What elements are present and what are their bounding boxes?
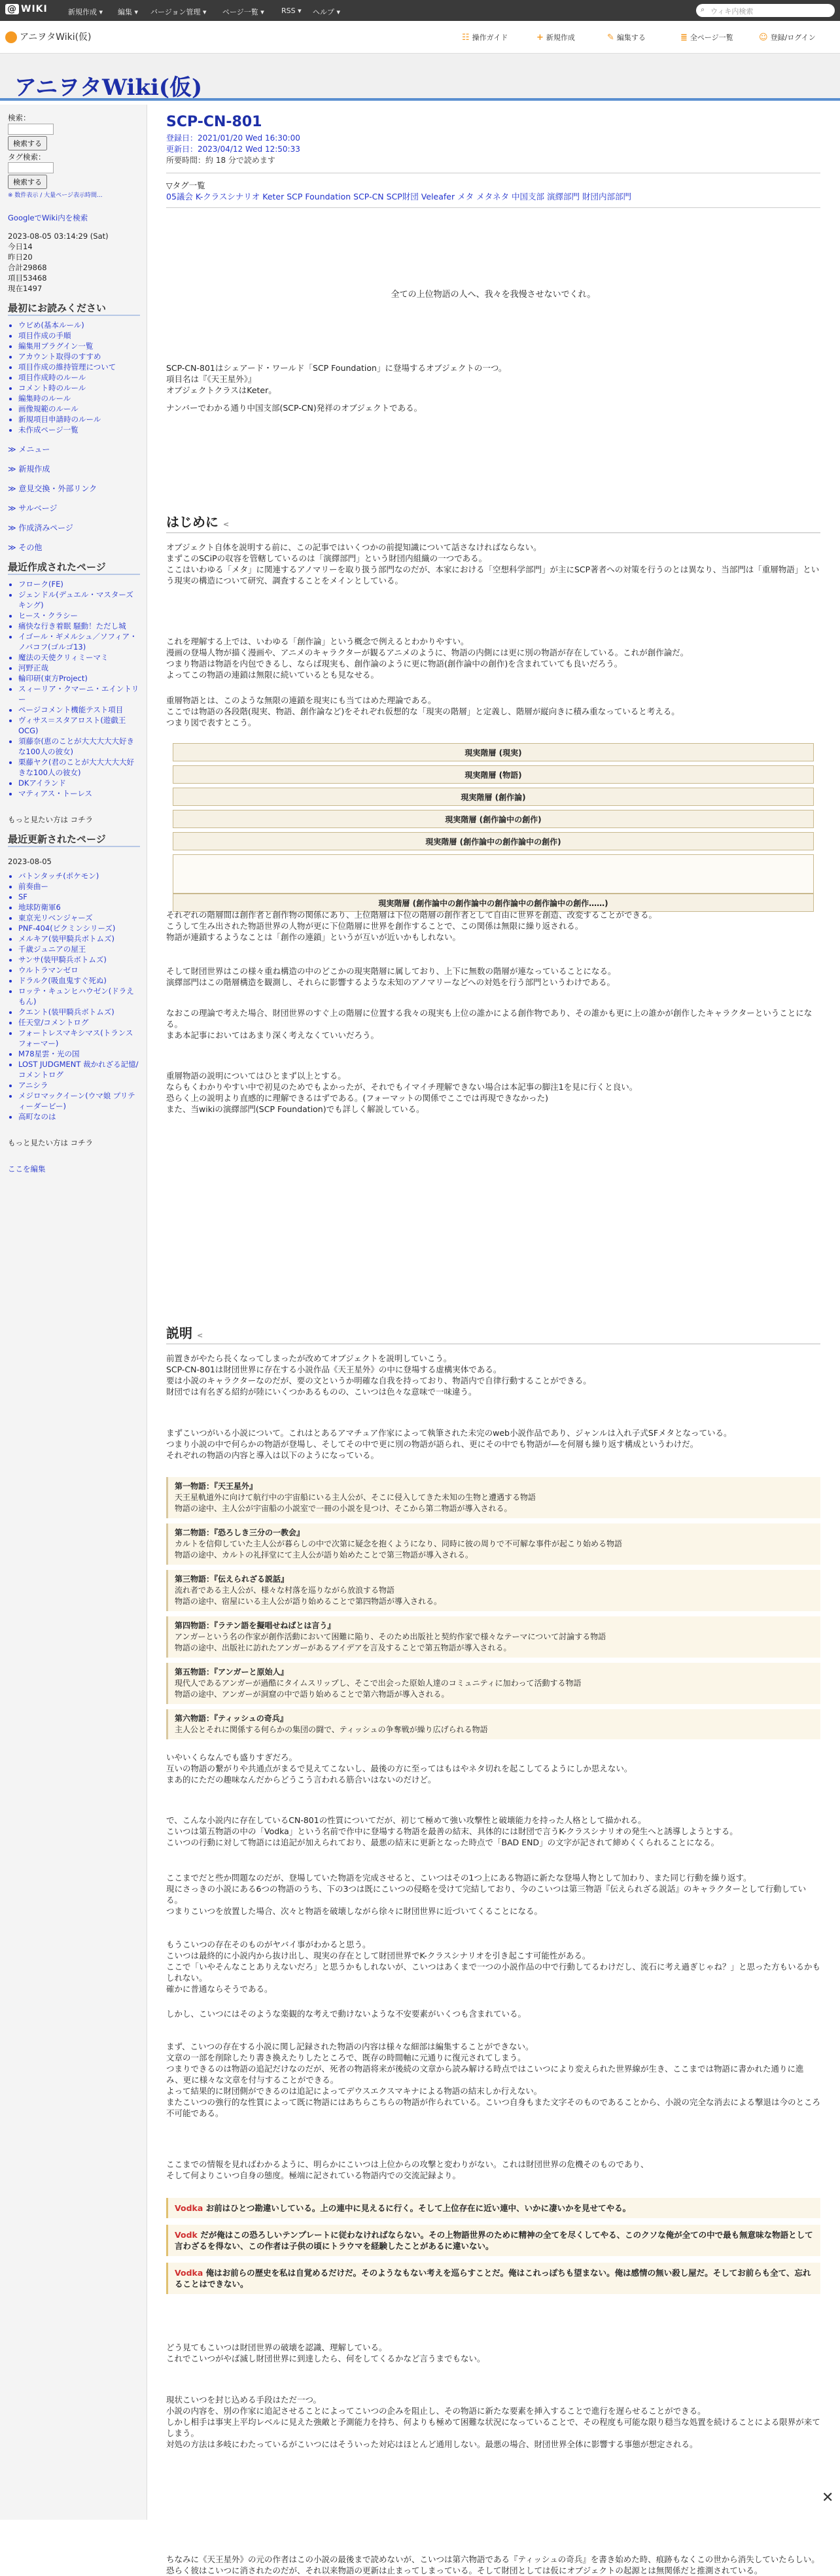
layer-box: 現実階層 (創作論中の創作論中の創作) [173,832,814,850]
edit-button[interactable]: ✎ 編集する [607,33,646,43]
text-line: いやいくらなんでも盛りすぎだろ。 [166,1752,298,1762]
intro-p5 [166,966,820,988]
search-label: 検索： [8,113,31,122]
quote-text: だが俺はこの恐ろしいテンプレートに従わなければならない。その上物語世界のために精神の全てを尽くしてやる、このクソな俺が全ての中で最も無意味な物語として言わざるを得ない、この作者は子供の頃にトラウマを経験したことがあるに違いない。 [175,2230,813,2251]
recent-updated-link[interactable]: • 前奏曲ー [18,881,140,892]
counter-now: 現在1497 [8,284,43,293]
search-icon: ⌕ [701,5,705,14]
more-link-2[interactable]: もっと見たい方は コチラ [8,1138,94,1147]
recent-updated-heading: 最近更新されたページ [8,834,140,847]
site-title[interactable]: アニヲタWiki(仮) [14,75,203,101]
guide-button[interactable]: ☷ 操作ガイド [462,33,508,43]
text-line: まあ本記事においてはあまり深く考えなくていいだろう。 [166,1030,379,1040]
intro-p2 [166,636,820,680]
site-header [0,54,840,101]
story-desc: カルトを信仰していた主人公が暮らしの中で次第に疑念を抱くようになり、同時に彼の周りで不可解な事件が起こり始める物語 [175,1539,623,1548]
read-first-link[interactable]: • ウビめ(基本ルール) [18,320,140,330]
counter-date: 2023-08-05 03:14:29 (Sat) [8,232,109,241]
recent-updated-link[interactable]: • ドラルク(吸血鬼すぐ死ぬ) [18,975,140,986]
quote-text: 俺はお前らの歴史を私は自覚めるだけだ。そのようなもない考えを巡らすことだ。俺はこれっぽちも望まない。俺は感情の無い殺し屋だ。そしてお前らも全て、忘れることはできない。 [175,2268,811,2289]
text-line: SCP-CN-801は財団世界に存在する小説作品《天王星外》の中に登場する虚構実体である。 [166,1365,502,1374]
speaker-name: Vodka [175,2268,206,2278]
desc-p2 [166,1427,820,1461]
recent-created-link[interactable]: • スィーリア・クマーニ・エイントリー [18,684,140,705]
layer-box: 現実階層 (創作論) [173,788,814,806]
read-first-link[interactable]: • 未作成ページ一覧 [18,425,140,435]
text-line: まあ的にただの趣味なんだからどうこう言われる筋合いはないのだけど。 [166,1775,436,1784]
link-icon[interactable]: < [196,1331,203,1340]
text-line: ならもくわかりやすい中で初見のためでもよかったが、それでもイマイチ理解できない場合は本記事の脚注1を見に行くと良い。 [166,1082,638,1092]
text-line: つまり小説の中で何らかの物語が登場し、そしてその中で更に別の物語が語られ、更にその中でも物語が—を何層も繰り返す構成というわけだ。 [166,1439,699,1449]
recent-updated-link[interactable]: • 任天堂/コメントログ [18,1017,140,1028]
read-first-link[interactable]: • 画像規範のルール [18,404,140,414]
plus-icon: + [536,33,544,43]
recent-updated-link[interactable]: • バトンタッチ(ポケモン) [18,871,140,881]
desc-p10 [166,2342,820,2364]
recent-updated-link[interactable]: • メルキア(装甲騎兵ボトムズ) [18,933,140,944]
desc-p9 [166,2159,820,2181]
access-counter [8,231,140,294]
story-desc: 物語の途中、出版社に訪れたアンガーがあるアイデアを言及することで第五物語が導入される。 [175,1643,512,1652]
updated-date: 2023-08-05 [8,857,52,866]
counter-items: 項目53468 [8,273,47,283]
registered-date: 登録日：2021/01/20 Wed 16:30:00 [166,133,300,143]
text-line: 前置きがやたら長くなってしまったが改めてオブジェクトを説明していこう。 [166,1353,452,1363]
text-line: こうして生み出された物語世界の人物が更に下位階層に世界を創作することで、この関係は無限に繰り返される。 [166,921,584,931]
read-first-link[interactable]: • 新規項目申請時のルール [18,414,140,425]
sidebar-nav-link[interactable]: ≫ メニュー [8,445,50,454]
read-first-link[interactable]: • コメント時のルール [18,383,140,393]
link-icon[interactable]: < [222,520,230,529]
text-line: どう見てもこいつは財団世界の破壊を認識、理解している。 [166,2342,387,2352]
story-box [166,1616,820,1658]
story-desc: 物語の途中、宿屋にいる主人公が語り始めることで第四物語が導入される。 [175,1597,442,1606]
desc-p1 [166,1353,820,1397]
story-title: 第一物語：『天王星外』 [175,1482,258,1491]
sidebar [0,105,147,2520]
read-time: 所要時間：約 18 分で読めます [166,156,275,165]
story-box [166,1523,820,1565]
recent-created-list [8,579,140,799]
desc-p5 [166,1872,820,1917]
text-line: 現にさっきの小説にある6つの物語のうち、下の3つは既にこいつの侵略を受けて完結しており、今のこいつは第三物語『伝えられざる説話』のキャラクターとして行動している。 [166,1884,807,1905]
text-line: また、当wikiの演繹部門(SCP Foundation)でも詳しく解説している。 [166,1104,425,1114]
recent-updated-link[interactable]: • サンサ(装甲騎兵ボトムズ) [18,954,140,965]
tag-list-toggle[interactable]: ▽タグ一覧 [166,173,820,191]
story-desc: 現代人であるアンガーが過酷にタイムスリップし、そこで出会った原始人達のコミュニティに加わって活動する物語 [175,1679,582,1688]
section-heading-intro: はじめに < [166,517,820,533]
red-quote: 全ての上位物語の人へ、我々を我慢させないでくれ。 [391,290,596,300]
intro-p7 [166,1070,820,1115]
recent-created-link[interactable]: • 魔法の天使クリィミーマミ [18,652,140,663]
recent-created-link[interactable]: • フローク(FE) [18,579,140,589]
text-line: 互いの物語の繋がりや共通点がまるで見えてこないし、最後の方に至ってはもはやネタ切れを起こしてるようにしか思えない。 [166,1764,633,1773]
counter-total: 合計29868 [8,263,47,272]
intro-line: SCP-CN-801はシェアード・ワールド「SCP Foundation」に登場するオブジェクトの一つ。 [166,363,507,373]
intro-p1 [166,542,820,586]
text-line: しかし相手は事実上平均レベルに見えた強敵と予測能力を持ち、何よりも極めて困難な状況になっていることで、その程度も可能な限り穏当な処置を続けることによる限界が来てしまう。 [166,2417,820,2438]
menu-version[interactable]: バージョン管理 ▾ [150,8,207,16]
recent-created-link[interactable]: • 栗藤ヤク(君のことが大大大大大好きな100人の彼女) [18,757,140,778]
story-title: 第四物語：『ラテン語を擬唱せねばとは言う』 [175,1621,336,1630]
guide-icon: ☷ [462,33,470,43]
read-first-link[interactable]: • 編集時のルール [18,393,140,404]
sidebar-nav-link[interactable]: ≫ 作成済みページ [8,523,73,532]
intro-line: オブジェクトクラスはKeter。 [166,385,277,395]
intro-line: ナンバーでわかる通り中国支部(SCP-CN)発祥のオブジェクトである。 [166,403,423,413]
recent-created-link[interactable]: • イゴール・ギメルシュ／ソフィア・ノバコフ(ゴルゴ13) [18,631,140,652]
close-icon[interactable]: ✕ [822,2490,834,2506]
text-line: これでこいつがやば滅し財団世界に到達したら、何をしてくるかなど言うまでもない。 [166,2354,485,2363]
more-link-1[interactable]: もっと見たい方は コチラ [8,815,94,824]
recent-updated-link[interactable]: • PNF-404(ピクミンシリーズ) [18,923,140,933]
read-first-link[interactable]: • 編集用ブラグイン一覧 [18,341,140,351]
story-box [166,1663,820,1704]
intro-p6 [166,1007,820,1041]
tag-label: タグ検索： [8,152,46,162]
section-heading-desc: 説明 < [166,1328,820,1344]
text-line: まず、こいつの存在する小説に関し記録された物語の内容は様々な細部は編集することができない。 [166,2042,534,2051]
recent-updated-link[interactable]: • アニシラ [18,1080,140,1090]
desc-p8 [166,2041,820,2119]
recent-updated-link[interactable]: • ウルトラマンゼロ [18,965,140,975]
story-box [166,1570,820,1611]
recent-updated-link[interactable]: • クエント(装甲騎兵ボトムズ) [18,1007,140,1017]
tag-list[interactable]: 05議会 K-クラスシナリオ Keter SCP Foundation SCP-CN SCP財団 Veleafer メタ メタネタ 中国支部 演繹部門 財団内部部門 [166,191,820,208]
updated-date: 更新日：2023/04/12 Wed 12:50:33 [166,145,300,154]
recent-created-link[interactable]: • ジェンドル(デュエル・マスターズ キング) [18,589,140,610]
text-line: 要は小説のキャラクターなのだが、要の文というか明確な自我を持っており、物語内で自律行動することができる。 [166,1376,591,1385]
story-list [166,1477,820,1745]
story-desc: アンガーという名の作家が創作活動において困難に陥り、そのため出版社と契約作家で様々なテーマについて討論する物語 [175,1632,606,1641]
desc-p3 [166,1752,820,1785]
text-line: つまり物語は物語を内包できるし、ならば現実も、創作論のように更に物語(創作論中の創作)を含まれていても良いだろう。 [166,659,623,669]
site-toolbar [0,21,840,54]
speaker-name: Vodka [175,2203,206,2213]
sidebar-nav-link[interactable]: ≫ その他 [8,543,43,552]
story-desc: 主人公とそれに関係する何らかの集団の闘で、ティッシュの争奪戦が繰り広げられる物語 [175,1725,488,1734]
tag-search-button[interactable]: 検索する [8,175,47,189]
recent-created-link[interactable]: • DKアイランド [18,778,140,788]
recent-created-link[interactable]: • 痛快な行き着眠 騒動！ただし城 [18,621,140,631]
counter-yesterday: 昨日20 [8,252,33,262]
recent-updated-link[interactable]: • 東京光リベンジャーズ [18,913,140,923]
story-box [166,1709,820,1739]
vodka-quotes [166,2191,820,2301]
recent-created-link[interactable]: • マティアス・トーレス [18,788,140,799]
text-line: ここまでだと些か問題なのだが、登場していた物語を完成させると、こいつはその1つ上にある物語に新たな登場人物として加わり、また同じ行動を繰り返す。 [166,1873,752,1883]
new-page-button[interactable]: + 新規作成 [536,33,575,43]
main-content [166,105,821,2575]
quote-box [166,2225,820,2256]
text-line: またこいつの強行的な性質によって既に物語にはあちらこちらの物語が作られている。こいつ自身もまた文字そのものであることから、小説の完全な消去による撃退は今のところ不可能である。 [166,2097,821,2118]
text-line: オブジェクト自体を説明する前に、この記事ではいくつかの前提知識について話さなければならない。 [166,542,542,552]
wiki-logo[interactable]: @ WIKI [5,4,48,14]
recent-updated-link[interactable]: • メジロマックイーン(ウマ娘 プリティーダービー) [18,1090,140,1111]
sidebar-nav-link[interactable]: ≫ 意見交換・外部リンク [8,484,97,493]
wiki-search-input[interactable]: ⌕ ウィキ内検索 [696,4,835,17]
recent-created-link[interactable]: • 河野正哉 [18,663,140,673]
intro-block [166,362,820,413]
story-desc: 物語の途中、アンガーが洞窟の中で語り始めることで第六物語が導入される。 [175,1690,449,1699]
story-desc: 天王星軌道外に向けて航行中の宇宙船にいる主人公が、そこに侵入してきた未知の生物と遭遇する物語 [175,1493,536,1502]
text-line: まずこのSCiPの収容を管轄しているのは「演繹部門」という財団内組織の一つである。 [166,553,487,563]
read-first-link[interactable]: • アカウント取得のすすめ [18,351,140,362]
list-icon: ≣ [680,33,688,43]
menu-new[interactable]: 新規作成 ▾ [68,8,103,16]
counter-today: 今日14 [8,242,33,251]
text-line: それぞれの物語の内容と導入は以下のようになっている。 [166,1450,379,1460]
story-title: 第六物語：『ティッシュの奇兵』 [175,1714,288,1723]
text-line: 対処の方法は多岐にわたっているがこいつにはそういった対応はほとんど通用しない。最悪の場合、財団世界全体に影響する事態が想定される。 [166,2439,698,2449]
recent-created-link[interactable]: • 須藤奈(恵のことが大大大大大好きな100人の彼女) [18,736,140,757]
text-line: 重層物語の説明についてはひとまず以上とする。 [166,1071,346,1081]
text-line: 漫画の登場人物が描く漫画や、アニメのキャラクターが観るアニメのように、物語の内側には更に別の物語が存在している。これが創作論だ。 [166,648,689,657]
google-search-link[interactable]: GoogleでWiki内を検索 [8,213,88,222]
text-line: つまりこいつを放置した場合、次々と物語を破壊しながら徐々に財団世界に近づいてくることになる。 [166,1906,543,1916]
intro-line: 項目名は『《天王星外》』 [166,374,256,384]
text-line: そして財団世界はこの様々重ね構造の中のどこかの現実階層に属しており、上下に無数の階層が連なっていることになる。 [166,966,616,976]
speaker-name: Vodk [175,2230,201,2240]
pencil-icon: ✎ [607,33,614,43]
story-box [166,1477,820,1518]
text-line: 文章の一部を削除したり書き換えたりしたところで、既存の時間軸に元通りに復元されてしまう。 [166,2053,526,2063]
site-icon [5,31,17,43]
layer-box: 現実階層 (物語) [173,765,814,784]
text-line: 演繹部門はこの階層構造を観測し、それらに影響するような未知のアノマリーなどへの対処を行う部門というわけである。 [166,977,616,987]
text-line: なおこの理論で考えた場合、財団世界のすぐ上の階層に位置する我々の現実も上位の誰かによる創作物であり、その誰かも更に上の誰かが創作したキャラクターということになる。 [166,1008,813,1029]
all-pages-button[interactable]: ≣ 全ページ一覧 [680,33,733,43]
text-line: で、こんな小説内に存在しているCN-801の性質についてだが、初じて極めて強い攻撃性と破壊能力を持った人格として描かれる。 [166,1815,646,1825]
text-line: こいつの行動に対して物語には追記が加えられており、最悪の結末に更新となった時点で「BAD END」の文字が記されて締めくくられることになる。 [166,1837,720,1847]
top-bar [0,0,840,21]
recent-updated-link[interactable]: • 千歳ジュニアの屋王 [18,944,140,954]
intro-p4 [166,909,820,943]
text-line: つまりできるのは物語の追記だけなのだが、死者の物語将来が後続の文章から読み解ける時点ではこいつにより変えられた世界線が生き、ここまでは物語に書かれた通りに進み、更に様々な文章を付与することができる。 [166,2064,804,2085]
text-line: 物語が連鎖するようなことは「創作の連鎖」というが互いが近いかもしれない。 [166,932,461,942]
text-line: 恐らく上の説明より直感的に理解できるはずである。(フォーマットの関係でここでは再現できなかった) [166,1093,549,1103]
text-line: 重層物語とは、このような無限の連鎖を現実にも当てはめた理論である。 [166,695,436,705]
recent-updated-link[interactable]: • LOST JUDGMENT 裁かれざる記憶/コメントログ [18,1059,140,1080]
text-line: つまり図で表すとこう。 [166,718,256,727]
recent-created-link[interactable]: • ヒース・クラシー [18,610,140,621]
text-line: そして何よりこいつ自身の態度。極端に記されている物語内での交流記録より。 [166,2170,461,2180]
menu-pages[interactable]: ページ一覧 ▾ [222,8,264,16]
text-line: まずこいつがいる小説について。これはとあるアマチュア作家によって執筆された未完のweb小説作品であり、ジャンルは入れ子式SFメタとなっている。 [166,1428,732,1438]
edit-sidebar-link[interactable]: ここを編集 [8,1164,46,1174]
read-first-link[interactable]: • 項目作成の手順 [18,330,140,341]
text-line: ここまでの情報を見ればわかるように、明らかにこいつは上位からの攻撃と変わりがない。これは財団世界の危機そのものであり、 [166,2159,649,2169]
layer-box: 現実階層 (創作論中の創作論中の創作論中の創作論中の創作……) [173,894,814,912]
desc-p7: しかし、こいつにはそのような楽観的な考えで動けないような不安要素がいくつも含まれている。 [166,2009,527,2019]
text-line: もうこいつの存在そのものがヤバイ事がわかると思う。 [166,1940,371,1949]
text-line: こいつは最終的に小説内から抜け出し、現実の存在として財団世界でK-クラスシナリオを引き起こす可能性がある。 [166,1951,591,1960]
recent-updated-link[interactable]: • 地球防衛軍6 [18,902,140,913]
text-line: 確かに普通ならそうである。 [166,1984,273,1994]
story-title: 第二物語：『恐ろしき三分の一教会』 [175,1528,305,1537]
recent-updated-list [8,871,140,1122]
quote-box [166,2198,820,2218]
text-line: よって結果的に財団側ができるのは追記によってデウスエクスマキナによる物語の結末しか行えない。 [166,2086,542,2096]
user-icon: ☺ [759,33,768,43]
read-first-link[interactable]: • 項目作成時のルール [18,372,140,383]
menu-help[interactable]: ヘルプ ▾ [313,8,341,16]
text-line: 現状こいつを封じ込める手段はただ一つ。 [166,2395,322,2405]
recent-updated-link[interactable]: • ロッテ・キュンヒハウゼン(ドラえもん) [18,986,140,1007]
page-title: SCP-CN-801 [166,114,262,130]
story-desc: 物語の途中、主人公が宇宙船の小説室で一冊の小説を見つけ、そこから第二物語が導入される。 [175,1504,512,1513]
recent-created-link[interactable]: • 輪印研(東方Project) [18,673,140,684]
recent-updated-link[interactable]: • フォートレスマキシマス(トランスフォーマー) [18,1028,140,1049]
login-button[interactable]: ☺ 登録/ログイン [759,33,816,43]
sidebar-nav-link[interactable]: ≫ サルベージ [8,504,58,513]
layer-box: 現実階層 (創作論中の創作) [173,810,814,828]
recent-created-link[interactable]: • ヴィサス＝スタアロスト(遊戯王OCG) [18,715,140,736]
intro-p3 [166,695,820,728]
menu-rss[interactable]: RSS ▾ [281,7,302,15]
read-first-heading: 最初にお読みください [8,303,140,316]
desc-p11 [166,2394,820,2450]
story-desc: 物語の途中、カルトの礼拝堂にて主人公が語り始めたことで第三物語が導入される。 [175,1550,474,1559]
site-name[interactable]: アニヲタWiki(仮) [5,30,92,43]
recent-created-link[interactable]: • ページコメント機能テスト項目 [18,705,140,715]
sidebar-search-input[interactable] [8,124,54,135]
quote-box [166,2263,820,2294]
text-line: 財団では有名ぎる紹約が陸にいくつかあるものの、こいつは色々な意味で一味違う。 [166,1387,477,1397]
story-desc: 流れ者である主人公が、様々な村落を巡りながら放浪する物語 [175,1586,395,1595]
text-line: それぞれの階層間は創作者と創作物の関係にあり、上位階層は下位の階層の創作者として自由に世界を創造、改変することができる。 [166,910,657,920]
menu-edit[interactable]: 編集 ▾ [118,8,139,16]
text-line: こいつは第五物語の中の「Vodka」という名前で作中に登場する物語を最善の結末、具体的には財団で言うK-クラスシナリオの発生へと誘導しようとする。 [166,1826,738,1836]
desc-p12: ちなみに《天王星外》の元の作者はこの小説の最後まで読めないが、こいつは第六物語である『ティッシュの奇兵』を書き始めた時、痕跡もなくこの世から消失していたらしい。恐らく彼はこいつに消されたのだが、それ以来物語の更新は止まってしまっている。そして財団としては仮にオブジェクトの起源とは無関係だと推測されている。 [166,2554,820,2575]
desc-p4 [166,1815,820,1848]
recent-updated-link[interactable]: • 高町なのは [18,1111,140,1122]
recent-updated-link[interactable]: • SF [18,892,140,902]
recent-created-heading: 最近作成されたページ [8,562,140,575]
desc-p6 [166,1939,820,1994]
text-line: これを理解する上では、いわゆる「創作論」という概念で例えるとわかりやすい。 [166,636,469,646]
text-line: 小説の内容を、別の作家に追記させることによってこいつの企みを阻止し、その物語に新たな要素を挿入することで進行を遅らせることができる。 [166,2406,706,2416]
story-title: 第三物語：『伝えられざる説話』 [175,1575,289,1584]
text-line: よってこの物語の連鎖は無限に続いているとも見なせる。 [166,670,379,680]
tag-search-input[interactable] [8,162,54,173]
text-line: ここで「いやそんなことありえないだろ」と思うかもしれないが、こいつはあくまで一つの小説作品の中で行動してるわけだし、流石に考え過ぎじゃね？」と思った方もいるかもしれない。 [166,1962,821,1983]
text-line: ここはいわゆる「メタ」に関連するアノマリーを取り扱う部門なのだが、本家における「空想科学部門」が主にSCP著者への対策を行うのとは異なり、当部門は「重層物語」という現実の構造について研究、調査することをメインとしている。 [166,565,820,585]
read-first-link[interactable]: • 項目作成の維持管理について [18,362,140,372]
quote-text: お前はひとつ勘違いしている。上の連中に見えるに行く。そして上位存在に近い連中、いかに凄いかを見せてやる。 [205,2203,631,2213]
sidebar-nav-link[interactable]: ≫ 新規作成 [8,464,50,474]
recent-updated-link[interactable]: • M78星雲・光の国 [18,1049,140,1059]
layer-diagram [166,743,820,912]
read-first-list [8,320,140,435]
story-title: 第五物語：『アンガーと原始人』 [175,1667,289,1677]
tag-note[interactable]: ※ 数件表示 / 大量ページ表示時間... [8,192,103,199]
layer-box: 現実階層 (現実) [173,743,814,761]
sidebar-search-button[interactable]: 検索する [8,136,47,150]
text-line: ここでは物語の各段階(現実、物語、創作論など)をそれぞれ仮想的な「現実の階層」と定義し、階層が縦向きに積み重なっていると考える。 [166,706,680,716]
